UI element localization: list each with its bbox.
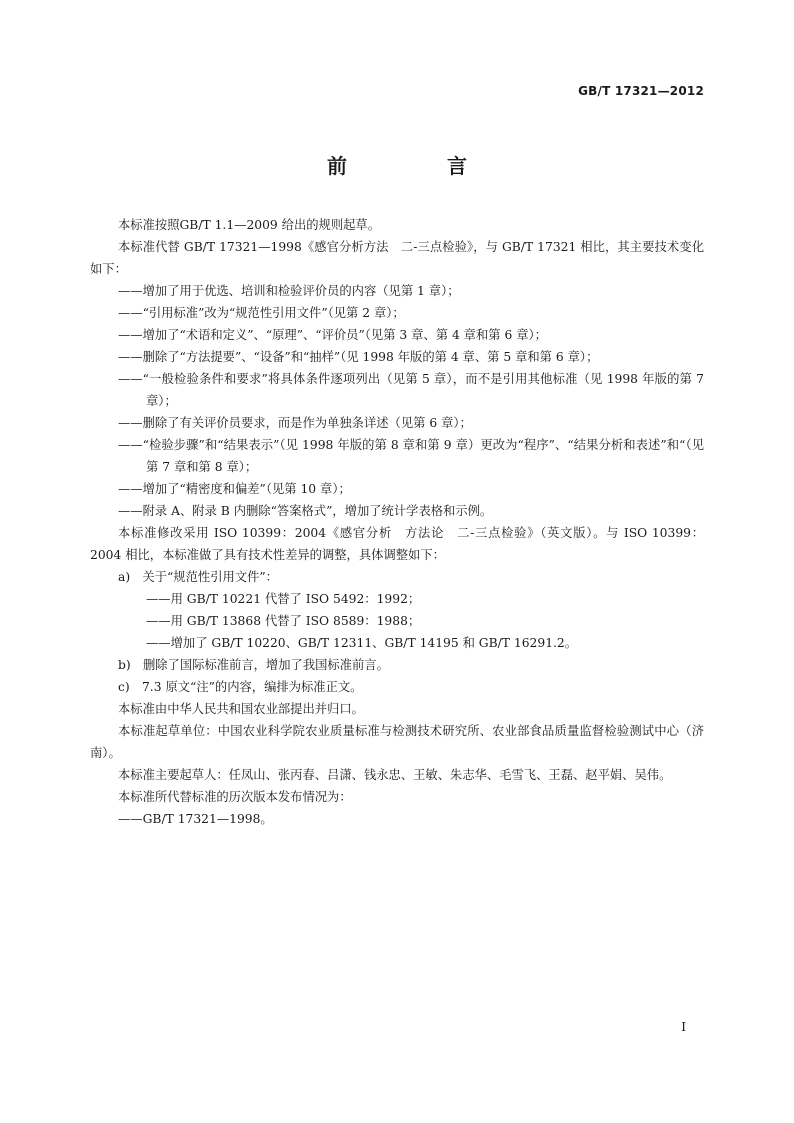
paragraph: 本标准按照GB/T 1.1—2009 给出的规则起草。	[118, 218, 381, 232]
page-number: I	[681, 1020, 686, 1034]
paragraph: 本标准所代替标准的历次版本发布情况为：	[118, 790, 352, 804]
list-item: c) 7.3 原文“注”的内容，编排为标准正文。	[118, 680, 363, 694]
list-item: ——“引用标准”改为“规范性引用文件”（见第 2 章）；	[118, 306, 405, 320]
list-item: ——增加了 GB/T 10220、GB/T 12311、GB/T 14195 和 GB/T 16291.2。	[146, 636, 578, 650]
list-item: ——删除了有关评价员要求，而是作为单独条详述（见第 6 章）；	[118, 416, 472, 430]
list-item: ——用 GB/T 13868 代替了 ISO 8589：1988；	[146, 614, 421, 628]
list-item: b) 删除了国际标准前言，增加了我国标准前言。	[118, 658, 389, 672]
list-item: ——“检验步骤”和“结果表示”（见 1998 年版的第 8 章和第 9 章）更改为“程序”、“结果分析和表述”和“（见第 7 章和第 8 章）；	[118, 438, 704, 474]
list-item: ——增加了“精密度和偏差”（见第 10 章）；	[118, 482, 351, 496]
paragraph: 本标准代替 GB/T 17321—1998《感官分析方法 二-三点检验》，与 GB/T 17321 相比，其主要技术变化如下：	[90, 240, 704, 276]
list-item: ——删除了“方法提要”、“设备”和“抽样”（见 1998 年版的第 4 章、第 5 章和第 6 章）；	[118, 350, 599, 364]
body-text	[90, 214, 704, 830]
list-item: ——用 GB/T 10221 代替了 ISO 5492：1992；	[146, 592, 421, 606]
paragraph: 本标准由中华人民共和国农业部提出并归口。	[118, 702, 364, 716]
paragraph: 本标准主要起草人：任凤山、张丙春、吕潇、钱永忠、王敏、朱志华、毛雪飞、王磊、赵平娟、吴伟。	[118, 768, 672, 782]
list-item: a) 关于“规范性引用文件”：	[118, 570, 278, 584]
paragraph: 本标准起草单位：中国农业科学院农业质量标准与检测技术研究所、农业部食品质量监督检验测试中心（济南）。	[90, 724, 704, 760]
page-title: 前 言	[327, 154, 507, 178]
list-item: ——GB/T 17321—1998。	[118, 812, 273, 826]
standard-code: GB/T 17321—2012	[578, 84, 704, 98]
paragraph: 本标准修改采用 ISO 10399：2004《感官分析 方法论 二-三点检验》（英文版）。与 ISO 10399：2004 相比，本标准做了具有技术性差异的调整，具体调整如下：	[90, 526, 704, 562]
list-item: ——“一般检验条件和要求”将具体条件逐项列出（见第 5 章），而不是引用其他标准（见 1998 年版的第 7 章）；	[118, 372, 704, 408]
list-item: ——附录 A、附录 B 内删除“答案格式”，增加了统计学表格和示例。	[118, 504, 493, 518]
list-item: ——增加了“术语和定义”、“原理”、“评价员”（见第 3 章、第 4 章和第 6 章）；	[118, 328, 547, 342]
list-item: ——增加了用于优选、培训和检验评价员的内容（见第 1 章）；	[118, 284, 460, 298]
